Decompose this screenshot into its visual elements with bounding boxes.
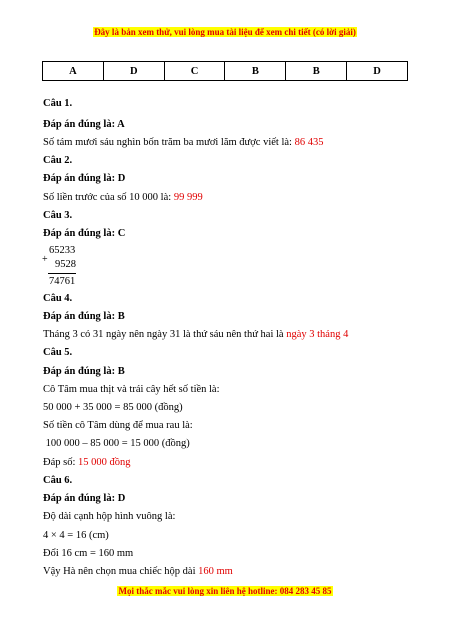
question-5-answer: Đáp án đúng là: B [43, 366, 125, 377]
question-3-title: Câu 3. [43, 210, 73, 221]
question-1-explanation [43, 137, 323, 148]
question-6-line-2: 4 × 4 = 16 (cm) [43, 530, 109, 541]
answer-key-row [43, 62, 408, 81]
question-2-text: Số liền trước của số 10 000 là: [43, 192, 174, 203]
question-6-result: 160 mm [198, 566, 233, 577]
hotline-text: Mọi thắc mắc vui lòng xin liên hệ hotline: 084 283 45 85 [118, 586, 332, 596]
question-4-text: Tháng 3 có 31 ngày nên ngày 31 là thứ sáu nên thứ hai là [43, 329, 287, 340]
question-4-title: Câu 4. [43, 293, 73, 304]
question-6-line-1: Độ dài cạnh hộp hình vuông là: [43, 511, 176, 522]
question-1-title: Câu 1. [43, 98, 73, 109]
question-5-line-4: 100 000 – 85 000 = 15 000 (đồng) [43, 438, 190, 449]
question-1-result: 86 435 [294, 137, 324, 148]
question-2-result: 99 999 [173, 192, 203, 203]
preview-notice-banner [0, 27, 450, 37]
answer-cell-3: C [164, 62, 225, 81]
addend-2: 9528 [55, 259, 76, 270]
question-2-title: Câu 2. [43, 155, 73, 166]
preview-notice-text: Đây là bản xem thử, vui lòng mua tài liệu để xem chi tiết (có lời giải) [94, 27, 356, 37]
answer-cell-2: D [103, 62, 164, 81]
answer-cell-5: B [286, 62, 347, 81]
sum-result: 74761 [49, 276, 76, 287]
question-5-line-1: Cô Tâm mua thịt và trái cây hết số tiền là: [43, 384, 220, 395]
question-5-line-3: Số tiền cô Tâm dùng để mua rau là: [43, 420, 193, 431]
answer-cell-1: A [43, 62, 104, 81]
hotline-banner [0, 586, 450, 596]
answer-key-table [42, 61, 408, 81]
question-2-answer: Đáp án đúng là: D [43, 173, 126, 184]
question-6-answer: Đáp án đúng là: D [43, 493, 126, 504]
question-1-text: Số tám mươi sáu nghìn bốn trăm ba mươi lăm được viết là: [43, 137, 295, 148]
question-5-title: Câu 5. [43, 347, 73, 358]
addend-1: 65233 [49, 245, 76, 256]
question-5-line-2: 50 000 + 35 000 = 85 000 (đồng) [43, 402, 183, 413]
question-5-result-line [43, 457, 131, 468]
question-6-explanation [43, 566, 233, 577]
answer-cell-6: D [347, 62, 408, 81]
question-6-text: Vậy Hà nên chọn mua chiếc hộp dài [43, 566, 199, 577]
question-5-result-label: Đáp số: [43, 457, 78, 468]
question-3-answer: Đáp án đúng là: C [43, 228, 126, 239]
answer-cell-4: B [225, 62, 286, 81]
sum-rule [48, 273, 76, 274]
question-4-explanation [43, 329, 348, 340]
question-4-result: ngày 3 tháng 4 [286, 329, 349, 340]
question-5-result: 15 000 đồng [78, 457, 131, 468]
question-6-line-3: Đổi 16 cm = 160 mm [43, 548, 134, 559]
question-6-title: Câu 6. [43, 475, 73, 486]
question-4-answer: Đáp án đúng là: B [43, 311, 125, 322]
question-2-explanation [43, 192, 203, 203]
question-1-answer: Đáp án đúng là: A [43, 119, 125, 130]
plus-sign: + [42, 254, 48, 265]
